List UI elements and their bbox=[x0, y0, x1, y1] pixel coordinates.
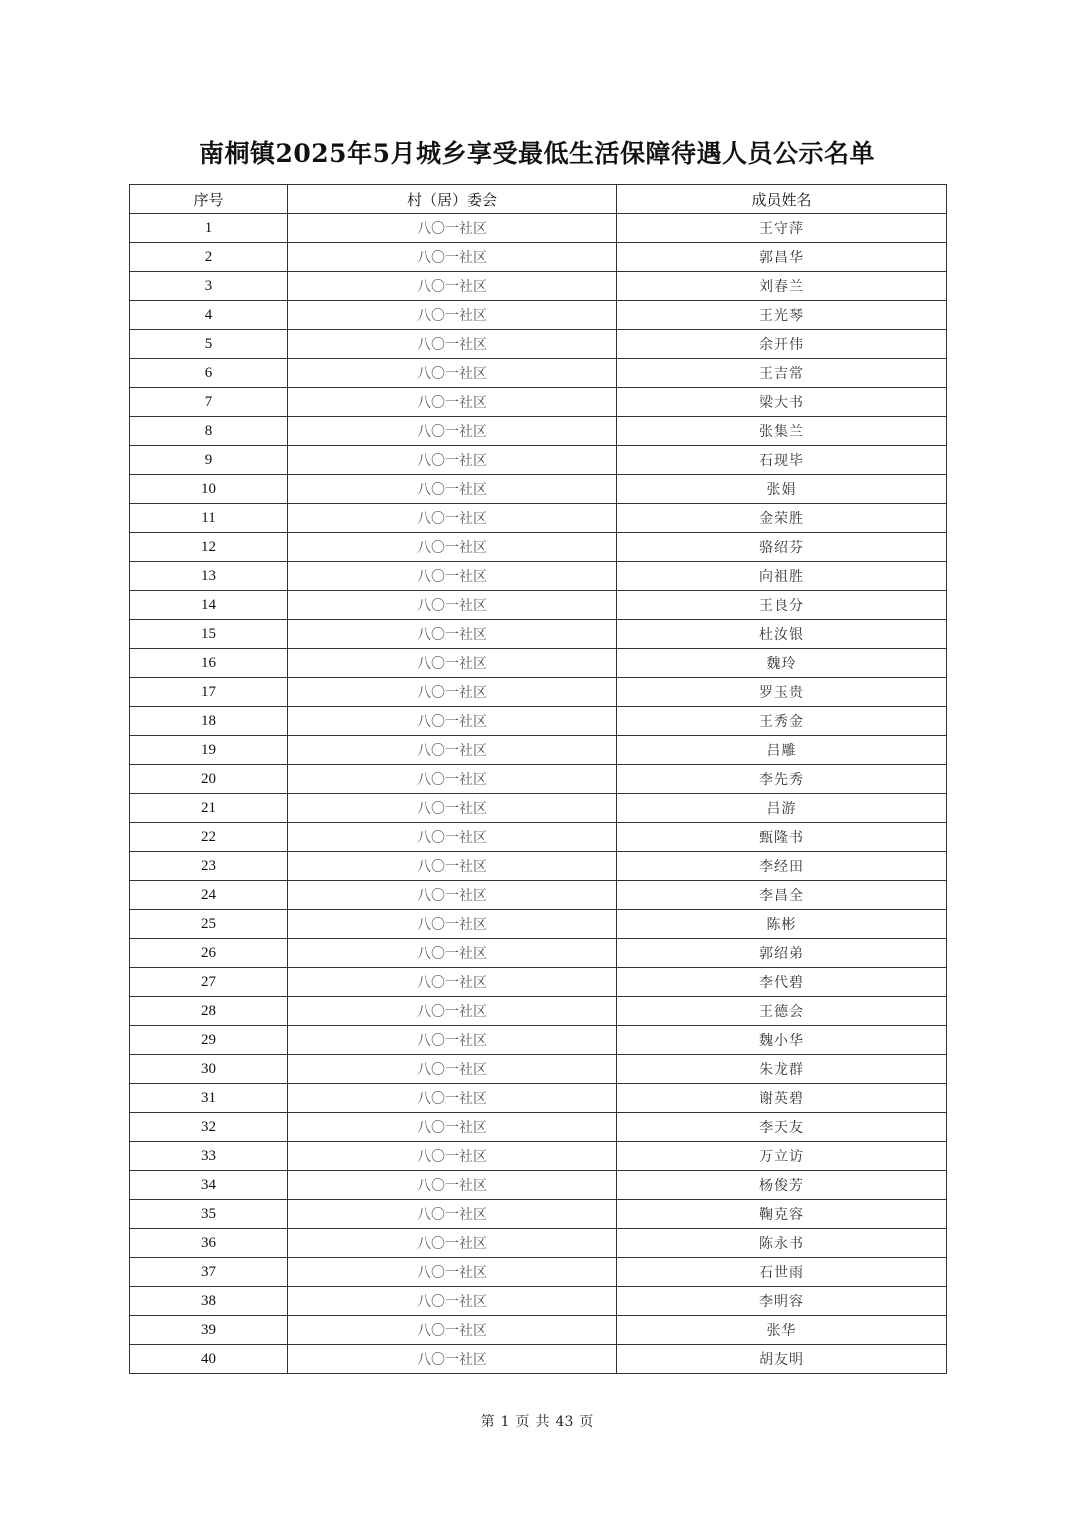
row-committee-cell: 八〇一社区 bbox=[288, 1171, 617, 1200]
row-member-name-cell: 张集兰 bbox=[617, 417, 947, 446]
row-seq-cell: 10 bbox=[130, 475, 288, 504]
row-member-name-cell: 刘春兰 bbox=[617, 272, 947, 301]
row-committee-cell: 八〇一社区 bbox=[288, 1287, 617, 1316]
row-seq-cell: 4 bbox=[130, 301, 288, 330]
table-row bbox=[130, 939, 947, 968]
row-committee-cell: 八〇一社区 bbox=[288, 388, 617, 417]
footer-page-word: 页 bbox=[515, 1414, 530, 1430]
row-member-name-cell: 张娟 bbox=[617, 475, 947, 504]
row-member-name-cell: 甄隆书 bbox=[617, 823, 947, 852]
row-seq-cell: 16 bbox=[130, 649, 288, 678]
table-row bbox=[130, 214, 947, 243]
row-member-name-cell: 王秀金 bbox=[617, 707, 947, 736]
row-member-name-cell: 李先秀 bbox=[617, 765, 947, 794]
row-committee-cell: 八〇一社区 bbox=[288, 272, 617, 301]
row-member-name-cell: 杨俊芳 bbox=[617, 1171, 947, 1200]
row-seq-cell: 29 bbox=[130, 1026, 288, 1055]
row-member-name-cell: 陈彬 bbox=[617, 910, 947, 939]
row-seq-cell: 33 bbox=[130, 1142, 288, 1171]
table-row bbox=[130, 852, 947, 881]
row-committee-cell: 八〇一社区 bbox=[288, 649, 617, 678]
row-member-name-cell: 郭昌华 bbox=[617, 243, 947, 272]
row-member-name-cell: 张华 bbox=[617, 1316, 947, 1345]
row-member-name-cell: 石现毕 bbox=[617, 446, 947, 475]
column-header-member-name: 成员姓名 bbox=[617, 185, 947, 214]
row-committee-cell: 八〇一社区 bbox=[288, 533, 617, 562]
row-seq-cell: 36 bbox=[130, 1229, 288, 1258]
row-committee-cell: 八〇一社区 bbox=[288, 1200, 617, 1229]
row-member-name-cell: 李经田 bbox=[617, 852, 947, 881]
footer-current-page: 1 bbox=[500, 1414, 510, 1430]
table-row bbox=[130, 997, 947, 1026]
table-row bbox=[130, 272, 947, 301]
row-committee-cell: 八〇一社区 bbox=[288, 446, 617, 475]
row-committee-cell: 八〇一社区 bbox=[288, 1142, 617, 1171]
row-seq-cell: 1 bbox=[130, 214, 288, 243]
row-seq-cell: 34 bbox=[130, 1171, 288, 1200]
row-committee-cell: 八〇一社区 bbox=[288, 707, 617, 736]
row-seq-cell: 21 bbox=[130, 794, 288, 823]
row-committee-cell: 八〇一社区 bbox=[288, 997, 617, 1026]
row-seq-cell: 28 bbox=[130, 997, 288, 1026]
row-committee-cell: 八〇一社区 bbox=[288, 736, 617, 765]
row-seq-cell: 19 bbox=[130, 736, 288, 765]
row-committee-cell: 八〇一社区 bbox=[288, 910, 617, 939]
table-row bbox=[130, 1084, 947, 1113]
row-committee-cell: 八〇一社区 bbox=[288, 1229, 617, 1258]
row-seq-cell: 27 bbox=[130, 968, 288, 997]
table-row bbox=[130, 417, 947, 446]
row-seq-cell: 18 bbox=[130, 707, 288, 736]
row-committee-cell: 八〇一社区 bbox=[288, 243, 617, 272]
row-committee-cell: 八〇一社区 bbox=[288, 678, 617, 707]
row-committee-cell: 八〇一社区 bbox=[288, 1113, 617, 1142]
column-header-committee: 村（居）委会 bbox=[288, 185, 617, 214]
table-row bbox=[130, 736, 947, 765]
row-member-name-cell: 李天友 bbox=[617, 1113, 947, 1142]
table-row bbox=[130, 359, 947, 388]
row-committee-cell: 八〇一社区 bbox=[288, 301, 617, 330]
row-member-name-cell: 万立访 bbox=[617, 1142, 947, 1171]
row-member-name-cell: 梁大书 bbox=[617, 388, 947, 417]
table-row bbox=[130, 1113, 947, 1142]
table-row bbox=[130, 1316, 947, 1345]
table-row bbox=[130, 1142, 947, 1171]
row-seq-cell: 20 bbox=[130, 765, 288, 794]
row-seq-cell: 24 bbox=[130, 881, 288, 910]
row-committee-cell: 八〇一社区 bbox=[288, 852, 617, 881]
row-member-name-cell: 金荣胜 bbox=[617, 504, 947, 533]
row-committee-cell: 八〇一社区 bbox=[288, 1316, 617, 1345]
row-member-name-cell: 李昌全 bbox=[617, 881, 947, 910]
row-seq-cell: 14 bbox=[130, 591, 288, 620]
row-committee-cell: 八〇一社区 bbox=[288, 620, 617, 649]
row-committee-cell: 八〇一社区 bbox=[288, 562, 617, 591]
row-seq-cell: 22 bbox=[130, 823, 288, 852]
table-row bbox=[130, 1055, 947, 1084]
row-member-name-cell: 吕雕 bbox=[617, 736, 947, 765]
row-committee-cell: 八〇一社区 bbox=[288, 417, 617, 446]
row-member-name-cell: 谢英碧 bbox=[617, 1084, 947, 1113]
table-row bbox=[130, 765, 947, 794]
row-committee-cell: 八〇一社区 bbox=[288, 330, 617, 359]
table-row bbox=[130, 504, 947, 533]
row-member-name-cell: 骆绍芬 bbox=[617, 533, 947, 562]
row-member-name-cell: 王德会 bbox=[617, 997, 947, 1026]
table-row bbox=[130, 1171, 947, 1200]
row-seq-cell: 40 bbox=[130, 1345, 288, 1374]
table-body bbox=[130, 214, 947, 1374]
row-committee-cell: 八〇一社区 bbox=[288, 504, 617, 533]
page-footer bbox=[0, 1411, 1074, 1431]
row-member-name-cell: 郭绍弟 bbox=[617, 939, 947, 968]
row-committee-cell: 八〇一社区 bbox=[288, 765, 617, 794]
row-seq-cell: 15 bbox=[130, 620, 288, 649]
table-row bbox=[130, 243, 947, 272]
row-seq-cell: 23 bbox=[130, 852, 288, 881]
row-committee-cell: 八〇一社区 bbox=[288, 794, 617, 823]
table-row bbox=[130, 649, 947, 678]
table-row bbox=[130, 533, 947, 562]
table-row bbox=[130, 1229, 947, 1258]
footer-total-suffix: 页 bbox=[579, 1414, 594, 1430]
row-member-name-cell: 余开伟 bbox=[617, 330, 947, 359]
row-seq-cell: 25 bbox=[130, 910, 288, 939]
row-member-name-cell: 朱龙群 bbox=[617, 1055, 947, 1084]
row-member-name-cell: 鞠克容 bbox=[617, 1200, 947, 1229]
row-member-name-cell: 王光琴 bbox=[617, 301, 947, 330]
row-seq-cell: 3 bbox=[130, 272, 288, 301]
table-row bbox=[130, 1287, 947, 1316]
row-member-name-cell: 王吉常 bbox=[617, 359, 947, 388]
table-row bbox=[130, 591, 947, 620]
row-committee-cell: 八〇一社区 bbox=[288, 359, 617, 388]
row-member-name-cell: 石世雨 bbox=[617, 1258, 947, 1287]
table-row bbox=[130, 475, 947, 504]
row-seq-cell: 35 bbox=[130, 1200, 288, 1229]
table-row bbox=[130, 1200, 947, 1229]
table-row bbox=[130, 707, 947, 736]
row-seq-cell: 31 bbox=[130, 1084, 288, 1113]
footer-total-prefix: 共 bbox=[535, 1414, 550, 1430]
table-row bbox=[130, 620, 947, 649]
table-row bbox=[130, 1345, 947, 1374]
row-seq-cell: 32 bbox=[130, 1113, 288, 1142]
row-member-name-cell: 王良分 bbox=[617, 591, 947, 620]
row-seq-cell: 39 bbox=[130, 1316, 288, 1345]
row-member-name-cell: 向祖胜 bbox=[617, 562, 947, 591]
row-committee-cell: 八〇一社区 bbox=[288, 1345, 617, 1374]
row-committee-cell: 八〇一社区 bbox=[288, 1055, 617, 1084]
row-member-name-cell: 李代碧 bbox=[617, 968, 947, 997]
table-row bbox=[130, 1258, 947, 1287]
table-row bbox=[130, 388, 947, 417]
footer-total-pages: 43 bbox=[555, 1414, 574, 1430]
table-row bbox=[130, 330, 947, 359]
beneficiary-table bbox=[129, 184, 947, 1374]
row-seq-cell: 2 bbox=[130, 243, 288, 272]
table-header bbox=[130, 185, 947, 214]
row-seq-cell: 38 bbox=[130, 1287, 288, 1316]
table-row bbox=[130, 881, 947, 910]
table-row bbox=[130, 823, 947, 852]
row-seq-cell: 5 bbox=[130, 330, 288, 359]
row-seq-cell: 12 bbox=[130, 533, 288, 562]
row-member-name-cell: 吕游 bbox=[617, 794, 947, 823]
table-row bbox=[130, 446, 947, 475]
row-committee-cell: 八〇一社区 bbox=[288, 591, 617, 620]
row-committee-cell: 八〇一社区 bbox=[288, 1084, 617, 1113]
table-row bbox=[130, 301, 947, 330]
row-member-name-cell: 杜汝银 bbox=[617, 620, 947, 649]
row-member-name-cell: 李明容 bbox=[617, 1287, 947, 1316]
row-seq-cell: 11 bbox=[130, 504, 288, 533]
row-member-name-cell: 王守萍 bbox=[617, 214, 947, 243]
row-seq-cell: 37 bbox=[130, 1258, 288, 1287]
row-seq-cell: 6 bbox=[130, 359, 288, 388]
row-seq-cell: 17 bbox=[130, 678, 288, 707]
table-row bbox=[130, 968, 947, 997]
row-seq-cell: 30 bbox=[130, 1055, 288, 1084]
column-header-seq: 序号 bbox=[130, 185, 288, 214]
table-row bbox=[130, 1026, 947, 1055]
table-row bbox=[130, 910, 947, 939]
table-row bbox=[130, 678, 947, 707]
row-seq-cell: 8 bbox=[130, 417, 288, 446]
row-committee-cell: 八〇一社区 bbox=[288, 881, 617, 910]
row-seq-cell: 7 bbox=[130, 388, 288, 417]
row-member-name-cell: 魏小华 bbox=[617, 1026, 947, 1055]
row-seq-cell: 13 bbox=[130, 562, 288, 591]
page-title: 南桐镇2025年5月城乡享受最低生活保障待遇人员公示名单 bbox=[199, 139, 875, 168]
row-member-name-cell: 陈永书 bbox=[617, 1229, 947, 1258]
table-row bbox=[130, 562, 947, 591]
row-committee-cell: 八〇一社区 bbox=[288, 214, 617, 243]
row-committee-cell: 八〇一社区 bbox=[288, 939, 617, 968]
row-member-name-cell: 胡友明 bbox=[617, 1345, 947, 1374]
row-member-name-cell: 魏玲 bbox=[617, 649, 947, 678]
row-seq-cell: 26 bbox=[130, 939, 288, 968]
table-header-row bbox=[130, 185, 947, 214]
row-member-name-cell: 罗玉贵 bbox=[617, 678, 947, 707]
row-committee-cell: 八〇一社区 bbox=[288, 1258, 617, 1287]
row-committee-cell: 八〇一社区 bbox=[288, 968, 617, 997]
row-committee-cell: 八〇一社区 bbox=[288, 1026, 617, 1055]
row-committee-cell: 八〇一社区 bbox=[288, 475, 617, 504]
row-seq-cell: 9 bbox=[130, 446, 288, 475]
footer-page-prefix: 第 bbox=[480, 1414, 495, 1430]
table-row bbox=[130, 794, 947, 823]
row-committee-cell: 八〇一社区 bbox=[288, 823, 617, 852]
